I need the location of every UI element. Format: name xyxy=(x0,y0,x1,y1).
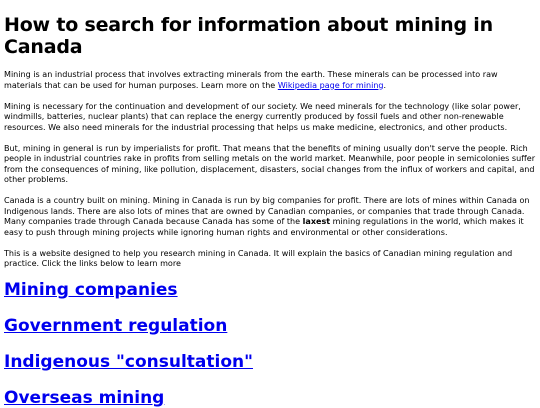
wikipedia-mining-link[interactable]: Wikipedia page for mining xyxy=(277,80,384,90)
nav-link-indigenous-consultation[interactable]: Indigenous "consultation" xyxy=(4,352,253,372)
intro-paragraph xyxy=(4,70,536,91)
website-purpose-paragraph: This is a website designed to help you research mining in Canada. It will explain the basics of Canadian mining regulation and practice. Click the links below to learn more xyxy=(4,248,513,268)
canada-mining-paragraph xyxy=(4,196,536,238)
mining-necessity-paragraph: Mining is necessary for the continuation and development of our society. We need minerals for the technology (like solar power, windmills, batteries, nuclear plants) that can replace the energy currently produced by fossil fuels and other non-renewable resources. We also need minerals for the industrial processing that helps us make medicine, electronics, and other products. xyxy=(4,101,521,132)
nav-link-mining-companies[interactable]: Mining companies xyxy=(4,280,178,300)
imperialism-paragraph: But, mining in general is run by imperialists for profit. That means that the benefits of mining usually don't serve the people. Rich people in industrial countries rake in profits from selling metals on the world market. Meanwhile, poor people in semicolonies suffer from the consequences of mining, like pollution, displacement, disasters, social changes from the influx of workers and capital, and other problems. xyxy=(4,143,536,184)
nav-link-overseas-mining[interactable]: Overseas mining xyxy=(4,388,165,408)
intro-text: Mining is an industrial process that involves extracting minerals from the earth. These minerals can be processed into raw materials that can be used for human purposes. Learn more on the xyxy=(4,70,498,90)
canada-text-end: mining regulations in the world, which makes it easy to push through mining projects while ignoring human rights and environmental or other considerations. xyxy=(4,217,524,237)
laxest-emphasis: laxest xyxy=(302,217,331,226)
nav-link-government-regulation[interactable]: Government regulation xyxy=(4,316,228,336)
canada-text: Canada is a country built on mining. Mining in Canada is run by big companies for profit. There are lots of mines within Canada on Indigenous lands. There are also lots of mines that are owned by Canadian companies, or companies that trade through Canada. Many companies trade through Canada because Canada has some of the xyxy=(4,196,530,226)
intro-text-end: . xyxy=(383,80,387,90)
page-title: How to search for information about mining in Canada xyxy=(4,14,493,58)
